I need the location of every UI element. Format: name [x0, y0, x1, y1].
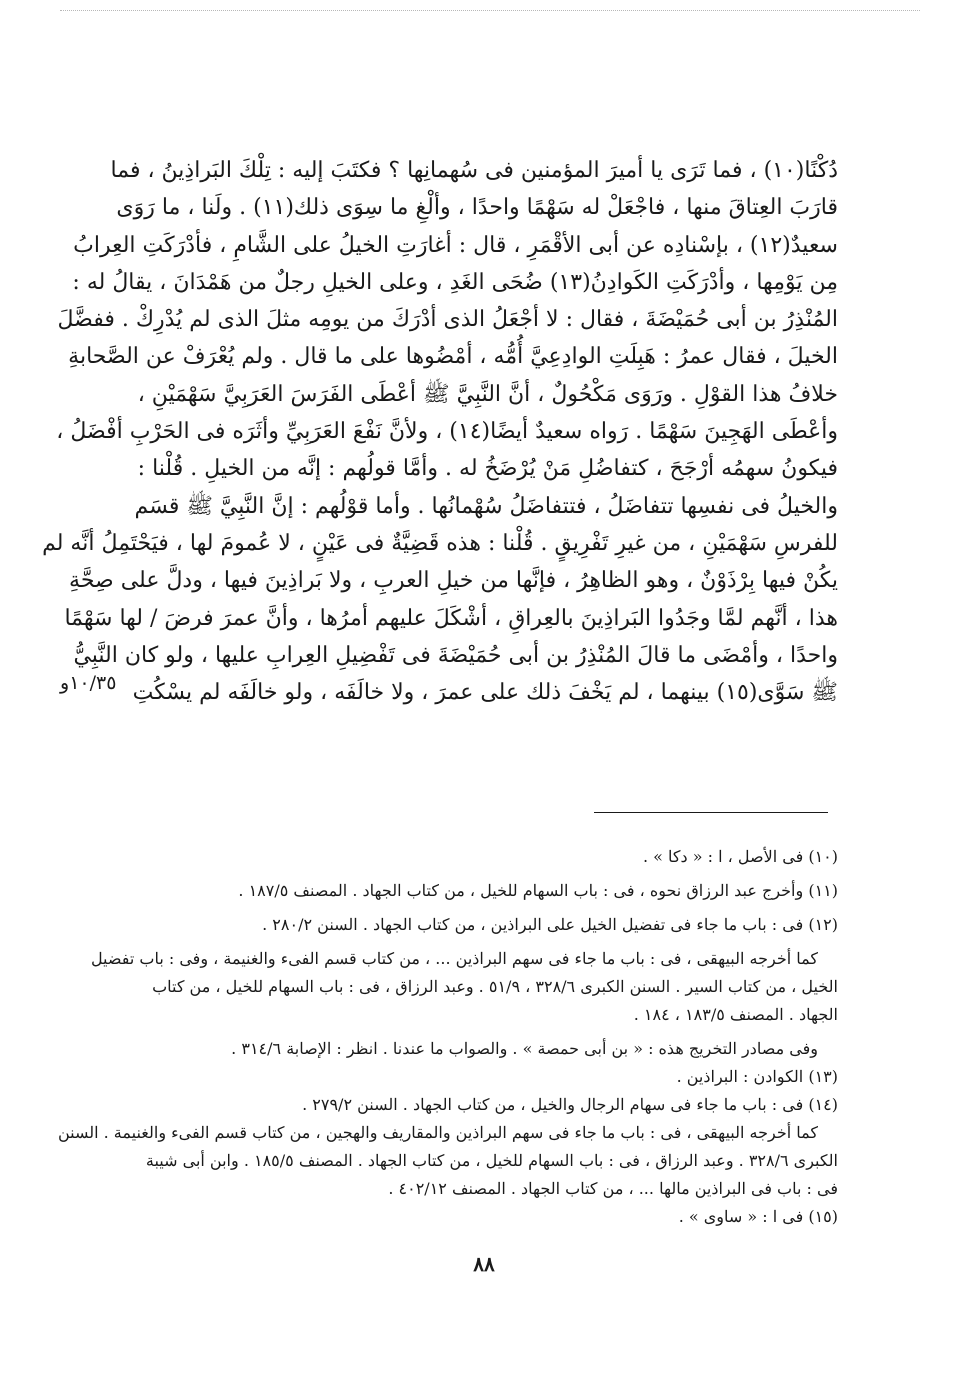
body-line: واحدًا ، وأمْضَى ما قالَ المُنْذِرُ بن أبى حُمَيْضَةَ فى تَفْضِيلِ العِرابِ عليها ، ولو كان النَّبِيُّ [73, 642, 838, 668]
body-line: المُنْذِرُ بن أبى حُمَيْضَةَ ، فقال : لا أجْعَلُ الذى أدْرَكَ من يومِه مثلَ الذى لم يُدْرِكْ . ففضَّلَ [57, 307, 838, 333]
body-line: الخيلَ ، فقال عمرُ : هَبِلَتِ الوادِعِيَّ أُمُّه ، أمْضُوها على ما قال . ولم يُعْرَفْ عن الصَّحابةِ [68, 344, 838, 370]
footnote-line: الخيل ، من كتاب السير . السنن الكبرى ٣٢٨/٦ ، ٥١/٩ . وعبد الرزاق ، فى : باب السهام للخيل ، من كتاب [152, 977, 838, 996]
footnote-line: (١٠) فى الأصل ، ا : « دكا » . [643, 847, 838, 866]
body-line: فيكونُ سهمُه أرْجَحَ ، كتفاضُلِ مَنْ يُرْضَخُ له . وأمَّا قولُهم : إنَّه من الخيلِ . قُلْنا : [137, 456, 838, 482]
body-line: للفرسِ سَهْمَيْنِ ، من غيرِ تَفْرِيقٍ . قُلْنا : هذه قَضِيَّةٌ فى عَيْنٍ ، لا عُمومَ لها ، فيَحْتَمِلُ أنَّه لم [42, 530, 838, 556]
footnote-separator [594, 812, 828, 813]
top-border-rule [60, 10, 920, 11]
footnote-line: (١٢) فى : باب ما جاء فى تفضيل الخيل على البراذين ، من كتاب الجهاد . السنن ٢٨٠/٢ . [262, 915, 838, 934]
footnote-line: (١٤) فى : باب ما جاء فى سهام الرجال والخيل ، من كتاب الجهاد . السنن ٢٧٩/٢ . [302, 1095, 838, 1114]
footnote-line: (١٣) الكوادن : البراذين . [676, 1067, 838, 1086]
body-line: والخيلُ فى نفسِها تتفاضَلُ ، فتتفاضَلُ سُهْمانُها . وأما قوْلُهم : إنَّ النَّبِيَّ ﷺ قسَم [134, 493, 838, 519]
body-line: ﷺ سَوَّى(١٥) بينهما ، لم يَخْفَ ذلك على عمرَ ، ولا خالَفَه ، ولو خالَفَه لم يسْكُتِ [132, 680, 838, 706]
body-line: دُكْنًا(١٠) ، فما تَرَى يا أميرَ المؤمنين فى سُهمانِها ؟ فكتَبَ إليه : تِلْكَ البَراذِينُ ، فما [110, 158, 838, 183]
footnote-line: كما أخرجه البيهقى ، فى : باب ما جاء فى سهم البراذين والمقاريف والهجين ، من كتاب قسم الفىء والغنيمة . السنن [57, 1123, 818, 1142]
footnotes-section [57, 843, 838, 1231]
body-line: خلافُ هذا القوْلِ . ورَوَى مَكْحُولٌ ، أنَّ النَّبِيَّ ﷺ أعْطَى الفَرَسَ العَرَبِيَّ سَهْمَيْنِ ، [137, 381, 838, 407]
footnote-line: كما أخرجه البيهقى ، فى : باب ما جاء فى سهم البراذين ... ، من كتاب قسم الفىء والغنيمة ، وفى : باب تفضيل [90, 949, 818, 968]
footnote-line: الكبرى ٣٢٨/٦ . وعبد الرزاق ، فى : باب السهام للخيل ، من كتاب الجهاد . المصنف ١٨٥/٥ . وابن أبى شيبة [145, 1151, 838, 1170]
body-line: قارَبَ العِتاقَ منها ، فاجْعَلْ له سَهْمًا واحدًا ، وألْغِ ما سِوَى ذلك(١١) . ولَنا ، ما رَوَى [116, 195, 838, 221]
footnote-line: الجهاد . المصنف ١٨٣/٥ ، ١٨٤ . [633, 1005, 838, 1024]
page-number: ٨٨ [473, 1252, 495, 1276]
body-line: مِن يَوْمِها ، وأدْرَكَتِ الكَوادِنُ(١٣) ضُحَى الغَدِ ، وعلى الخيلِ رجلٌ من هَمْدَانَ ، يقالُ له : [72, 269, 838, 295]
margin-folio-reference: ١٠/٣٥و [60, 672, 117, 694]
body-line: وأعْطَى الهَجِينَ سَهْمًا . رَواه سعيدٌ أيضًا(١٤) ، ولأنَّ نَفْعَ العَرَبِيِّ وأثَرَه فى الحَرْبِ أفْضَلُ ، [56, 419, 838, 445]
body-line: يكُنْ فيها بِرْذَوْنٌ ، وهو الظاهِرُ ، فإنَّها من خيلِ العربِ ، ولا بَراذِينَ فيها ، ودلَّ على صِحَّةِ [69, 568, 838, 594]
footnote-line: فى : باب فى البراذين مالها ... ، من كتاب الجهاد . المصنف ٤٠٢/١٢ . [388, 1179, 838, 1198]
footnote-line: وفى مصادر التخريج هذه : « بن أبى حمصة » . والصواب ما عندنا . انظر : الإصابة ٣١٤/٦ . [231, 1039, 818, 1058]
footnote-line: (١١) وأخرج عبد الرزاق نحوه ، فى : باب السهام للخيل ، من كتاب الجهاد . المصنف ١٨٧/٥ . [238, 881, 838, 900]
footnote-line: (١٥) فى ا : « ساوى » . [678, 1207, 838, 1226]
body-line: سعيدٌ(١٢) ، بإسْنادِه عن أبى الأقْمَرِ ، قال : أغارَتِ الخيلُ على الشَّامِ ، فأدْرَكَتِ العِرابُ [73, 232, 838, 258]
body-line: هذا ، أنَّهم لمَّا وجَدُوا البَراذِينَ بالعِراقِ ، أشْكَلَ عليهم أمرُها ، وأنَّ عمرَ فرضَ / لها سَهْمًا [64, 605, 838, 631]
